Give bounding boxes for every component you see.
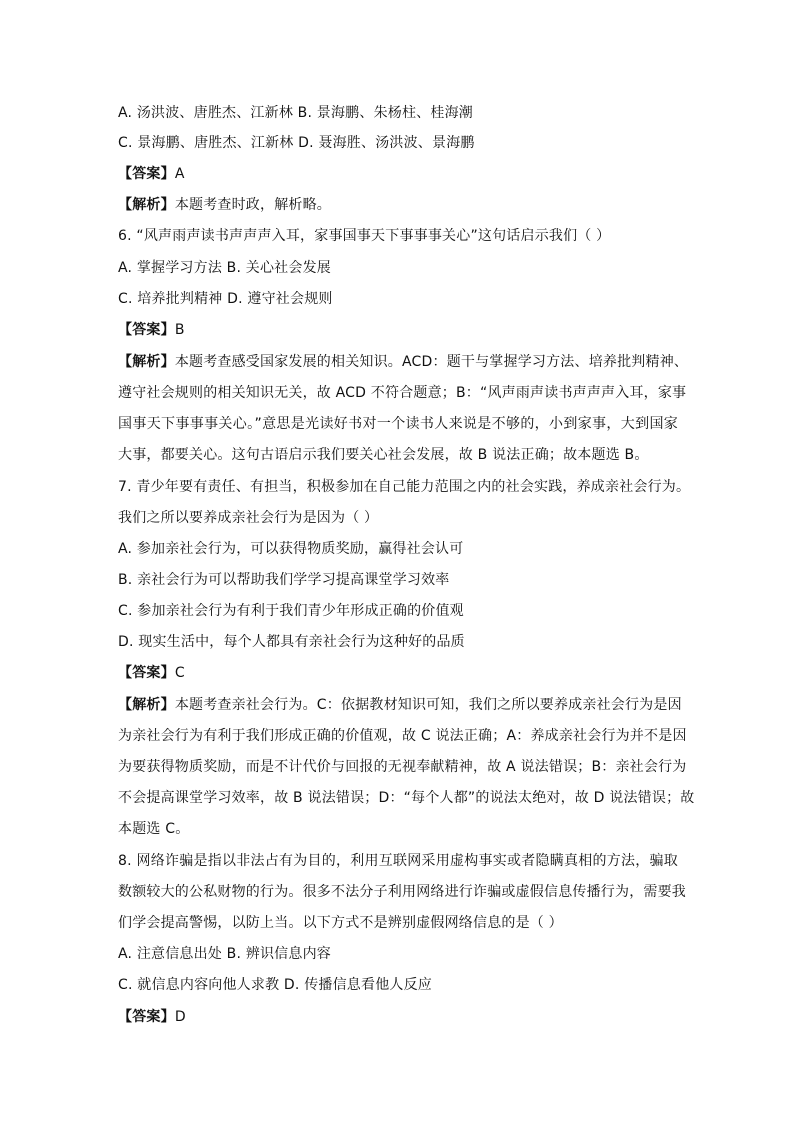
- analysis-tag: 【解析】: [118, 197, 175, 213]
- q8-stem-line-2: 数额较大的公私财物的行为。很多不法分子利用网络进行诈骗或虚假信息传播行为，需要我: [118, 884, 686, 900]
- q6-analysis-line-4: 大事，都要关心。这句古语启示我们要关心社会发展，故 B 说法正确；故本题选 B。: [118, 447, 649, 463]
- q7-option-b: B. 亲社会行为可以帮助我们学学习提高课堂学习效率: [118, 572, 450, 588]
- q5-options-ab: A. 汤洪波、唐胜杰、江新林 B. 景海鹏、朱杨柱、桂海潮: [118, 105, 473, 121]
- analysis-tag: 【解析】: [118, 697, 175, 713]
- q7-answer: [118, 663, 185, 683]
- answer-value: B: [174, 322, 185, 338]
- q7-analysis-line-5: 本题选 C。: [118, 821, 190, 837]
- answer-value: C: [174, 665, 185, 681]
- q6-analysis-line-2: 遵守社会规则的相关知识无关，故 ACD 不符合题意；B：“风声雨声读书声声声入耳，家事: [118, 385, 687, 401]
- q6-options-ab: A. 掌握学习方法 B. 关心社会发展: [118, 260, 331, 276]
- answer-tag: 【答案】: [118, 665, 175, 681]
- q8-options-cd: C. 就信息内容向他人求教 D. 传播信息看他人反应: [118, 977, 433, 993]
- q7-stem-line-1: 7. 青少年要有责任、有担当，积极参加在自己能力范围之内的社会实践，养成亲社会行为。: [118, 479, 691, 495]
- q7-analysis-line-2: 为亲社会行为有利于我们形成正确的价值观，故 C 说法正确；A：养成亲社会行为并不是因: [118, 728, 687, 744]
- q6-analysis-line-3: 国事天下事事事关心。”意思是光读好书对一个读书人来说是不够的，小到家事，大到国家: [118, 416, 678, 432]
- q5-answer: [118, 164, 185, 184]
- analysis-text: 本题考查时政，解析略。: [174, 197, 332, 213]
- q7-analysis-line-4: 不会提高课堂学习效率，故 B 说法错误；D：“每个人都”的说法太绝对，故 D 说法错误；故: [118, 790, 695, 806]
- q8-answer: [118, 1007, 186, 1027]
- q5-options-cd: C. 景海鹏、唐胜杰、江新林 D. 聂海胜、汤洪波、景海鹏: [118, 135, 475, 151]
- q6-stem: 6. “风声雨声读书声声声入耳，家事国事天下事事事关心”这句话启示我们（ ）: [118, 228, 611, 244]
- analysis-text: 本题考查亲社会行为。C：依据教材知识可知，我们之所以要养成亲社会行为是因: [174, 697, 682, 713]
- q7-analysis-line-1: [118, 695, 682, 715]
- answer-value: D: [174, 1009, 186, 1025]
- q5-analysis: [118, 195, 331, 215]
- q7-option-c: C. 参加亲社会行为有利于我们青少年形成正确的价值观: [118, 603, 464, 619]
- answer-tag: 【答案】: [118, 166, 175, 182]
- answer-value: A: [174, 166, 185, 182]
- q6-options-cd: C. 培养批判精神 D. 遵守社会规则: [118, 291, 333, 307]
- q6-answer: [118, 320, 185, 340]
- q8-options-ab: A. 注意信息出处 B. 辨识信息内容: [118, 946, 331, 962]
- answer-tag: 【答案】: [118, 322, 175, 338]
- q7-option-a: A. 参加亲社会行为，可以获得物质奖励，赢得社会认可: [118, 541, 464, 557]
- analysis-text: 本题考查感受国家发展的相关知识。ACD：题干与掌握学习方法、培养批判精神、: [174, 354, 689, 370]
- q8-stem-line-1: 8. 网络诈骗是指以非法占有为目的，利用互联网采用虚构事实或者隐瞒真相的方法，骗取: [118, 853, 678, 869]
- q8-stem-line-3: 们学会提高警惕，以防上当。以下方式不是辨别虚假网络信息的是（ ）: [118, 915, 563, 931]
- q7-stem-line-2: 我们之所以要养成亲社会行为是因为（ ）: [118, 510, 379, 526]
- answer-tag: 【答案】: [118, 1009, 175, 1025]
- q6-analysis-line-1: [118, 352, 689, 372]
- analysis-tag: 【解析】: [118, 354, 175, 370]
- q7-analysis-line-3: 为要获得物质奖励，而是不计代价与回报的无视奉献精神，故 A 说法错误；B：亲社会行为: [118, 759, 687, 775]
- q7-option-d: D. 现实生活中，每个人都具有亲社会行为这种好的品质: [118, 634, 465, 650]
